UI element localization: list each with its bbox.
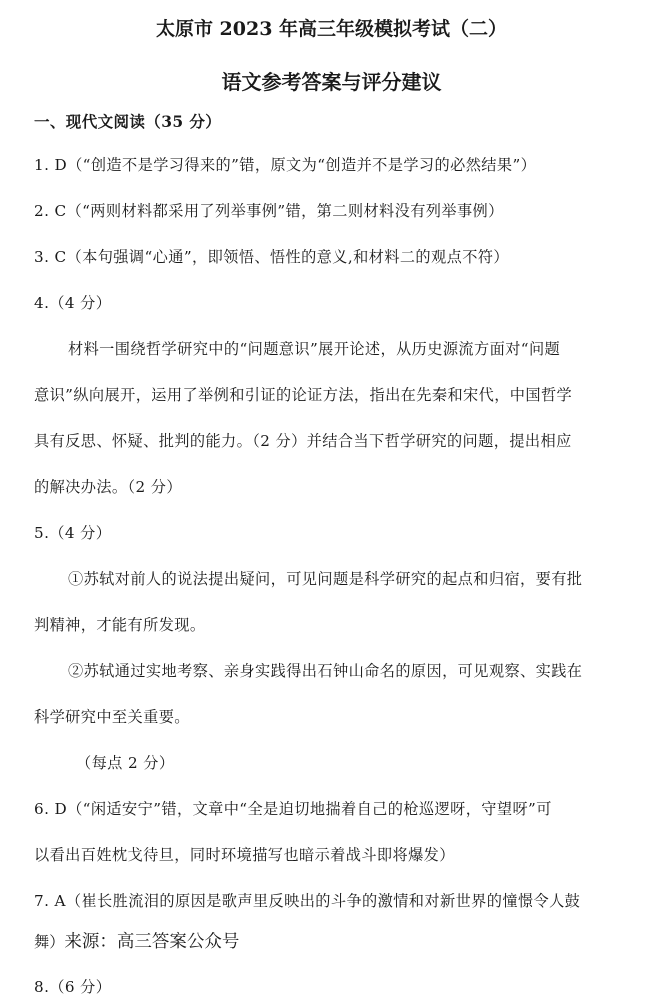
section-heading-reading: 一、现代文阅读（35 分） (34, 112, 222, 131)
source-watermark-text: 来源：高三答案公众号 (64, 932, 240, 952)
answer-q5-point2-line1: ②苏轼通过实地考察、亲身实践得出石钟山命名的原因，可见观察、实践在 (68, 662, 583, 680)
answer-q7-closing: 舞） (34, 933, 65, 951)
document-subtitle: 语文参考答案与评分建议 (221, 70, 442, 94)
answer-q6-line1: 6. D（“闲适安宁”错，文章中“全是迫切地揣着自己的枪巡逻呀，守望呀”可 (34, 800, 552, 818)
answer-q7-line1: 7. A（崔长胜流泪的原因是歌声里反映出的斗争的激情和对新世界的憧憬令人鼓 (34, 892, 581, 910)
answer-q5-point1-line2: 判精神，才能有所发现。 (34, 616, 206, 634)
answer-q8-heading: 8.（6 分） (34, 978, 112, 996)
answer-q6-line2: 以看出百姓枕戈待旦，同时环境描写也暗示着战斗即将爆发） (34, 846, 455, 864)
answer-q2: 2. C（“两则材料都采用了列举事例”错，第二则材料没有列举事例） (34, 202, 504, 220)
answer-q5-heading: 5.（4 分） (34, 524, 112, 542)
answer-q5-point1-line1: ①苏轼对前人的说法提出疑问，可见问题是科学研究的起点和归宿，要有批 (68, 570, 583, 588)
answer-q5-point2-line2: 科学研究中至关重要。 (34, 708, 190, 726)
answer-q3: 3. C（本句强调“心通”，即领悟、悟性的意义,和材料二的观点不符） (34, 248, 509, 266)
document-title: 太原市 2023 年高三年级模拟考试（二） (155, 18, 508, 40)
answer-q7-line2 (34, 928, 239, 953)
answer-q4-line2: 意识”纵向展开，运用了举例和引证的论证方法，指出在先秦和宋代，中国哲学 (34, 386, 573, 404)
answer-q4-line3: 具有反思、怀疑、批判的能力。（2 分）并结合当下哲学研究的问题，提出相应 (34, 432, 572, 450)
answer-q4-heading: 4.（4 分） (34, 294, 112, 312)
answer-q4-line1: 材料一围绕哲学研究中的“问题意识”展开论述，从历史源流方面对“问题 (68, 340, 561, 358)
answer-q5-scoring-note: （每点 2 分） (76, 754, 175, 772)
answer-q4-line4: 的解决办法。（2 分） (34, 478, 182, 496)
answer-q1: 1. D（“创造不是学习得来的”错，原文为“创造并不是学习的必然结果”） (34, 156, 537, 174)
